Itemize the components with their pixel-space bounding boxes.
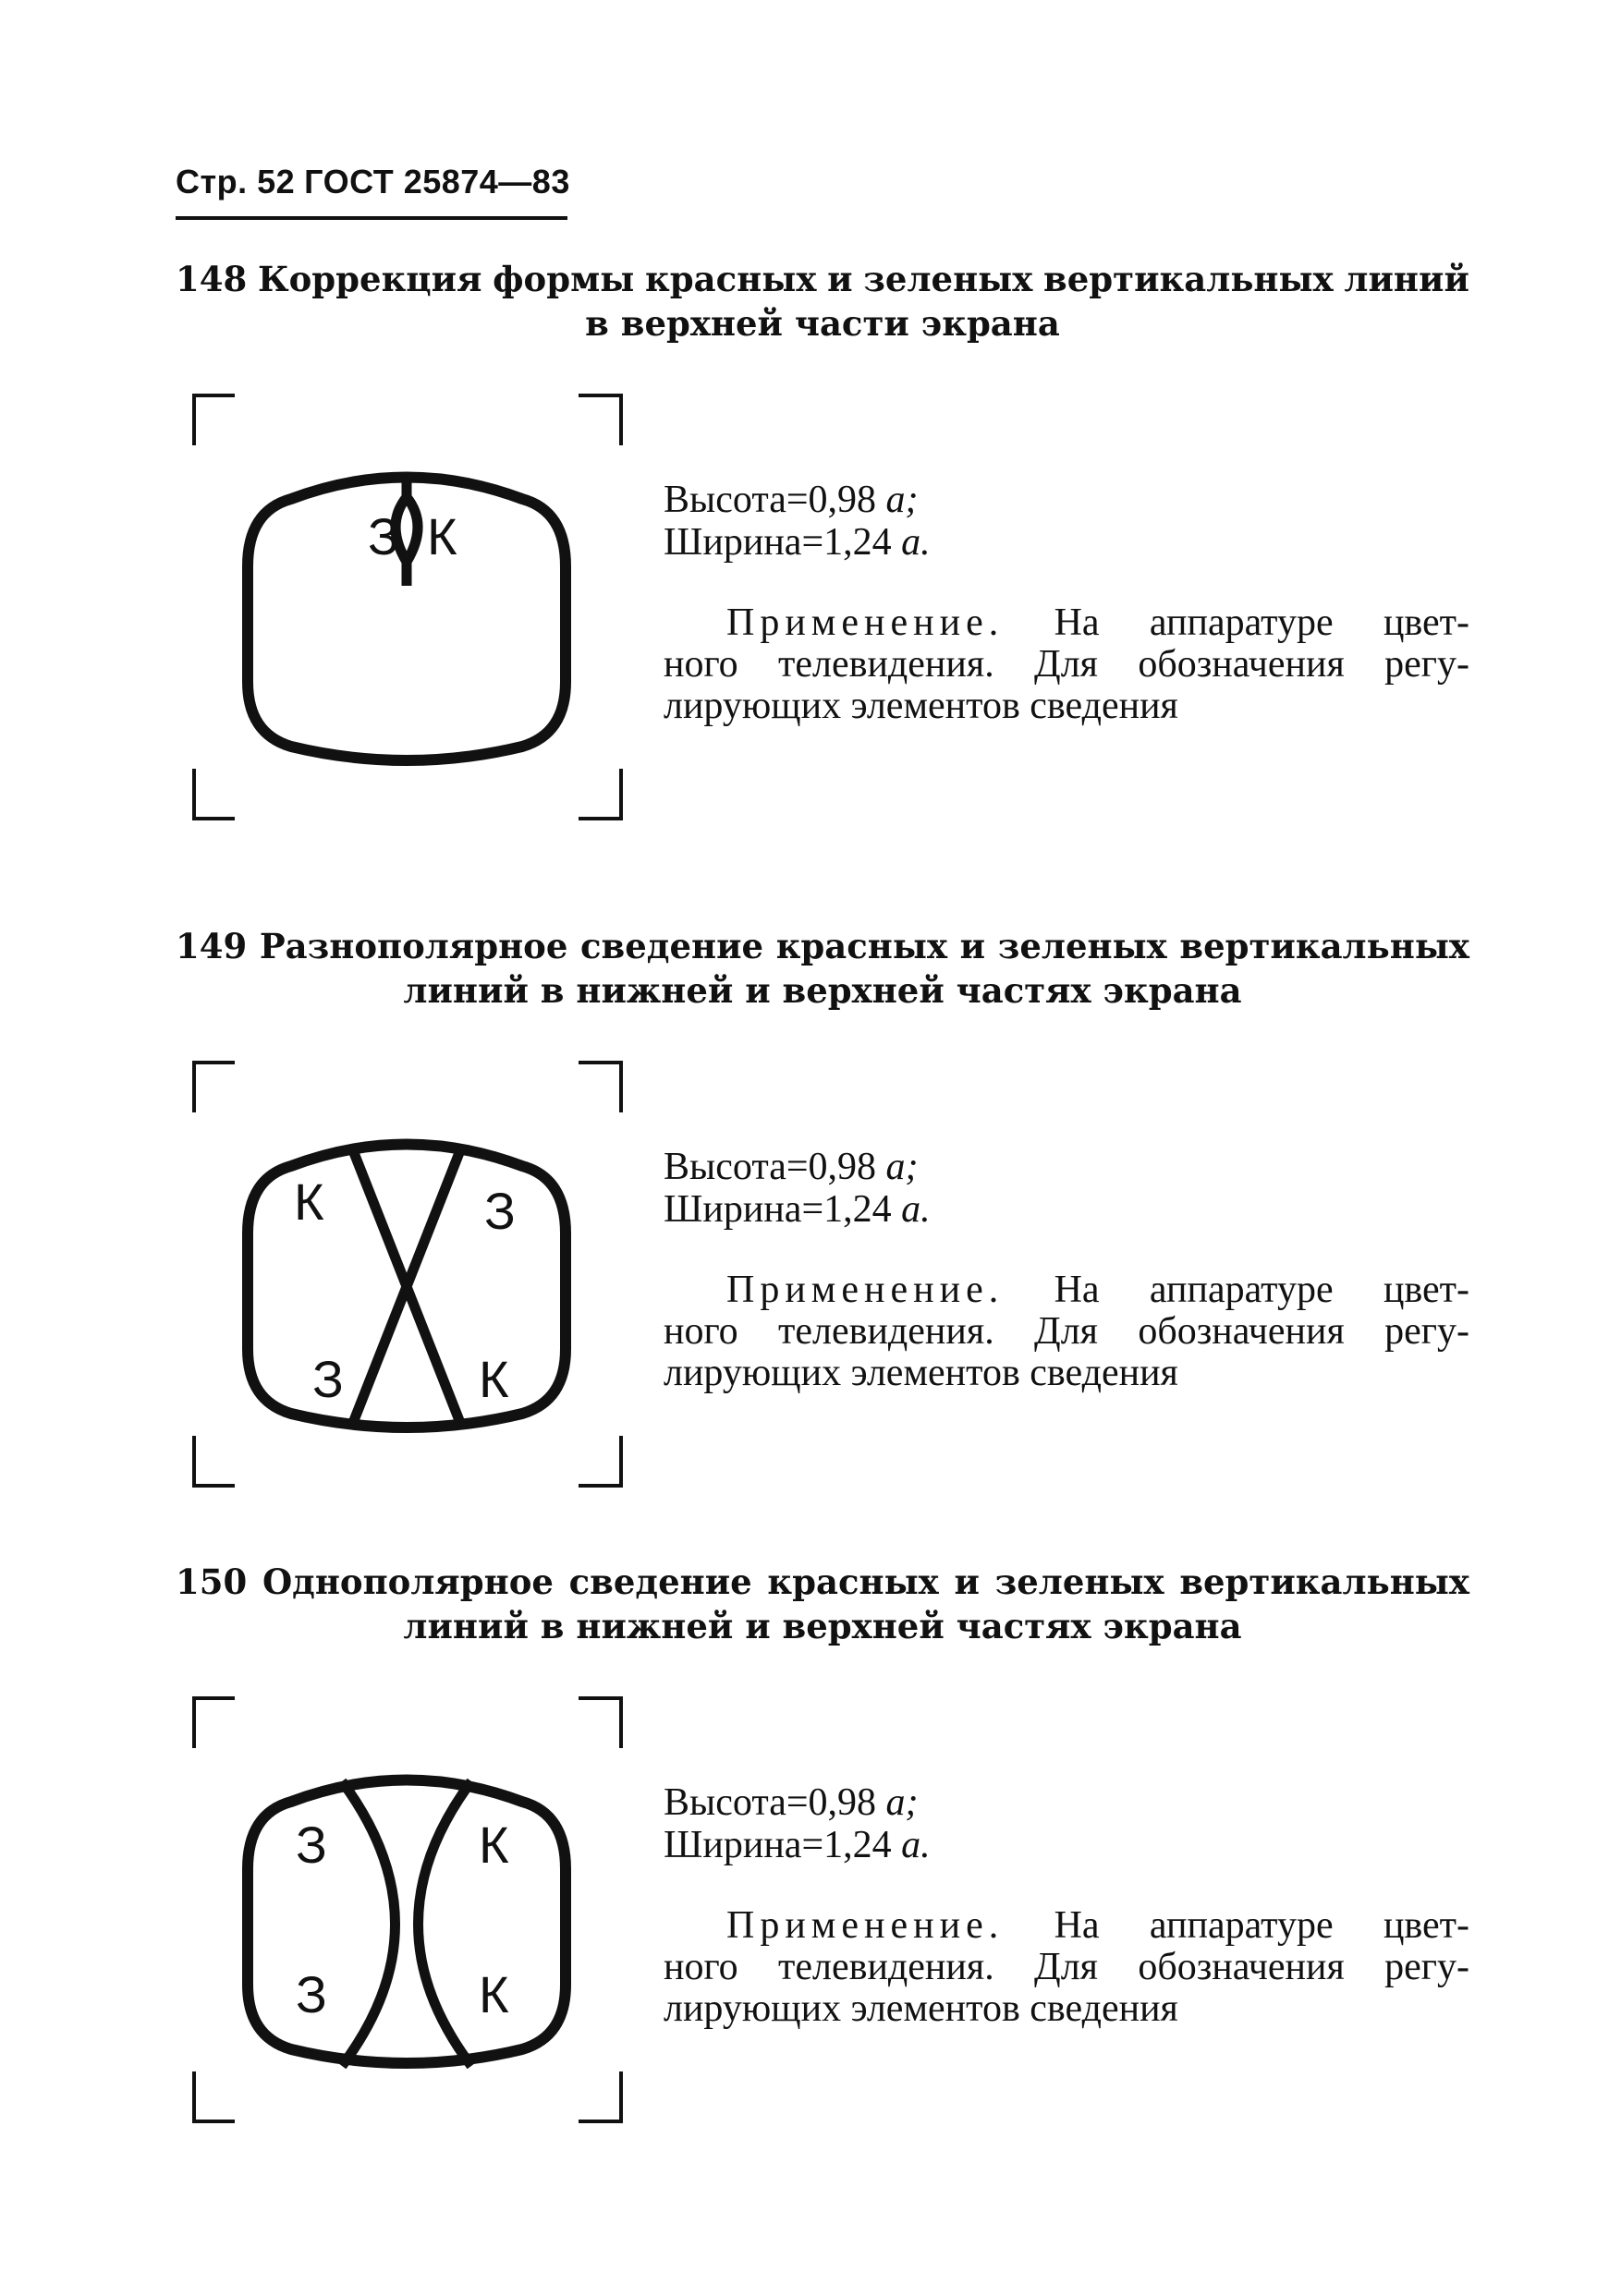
title-word: зеленых xyxy=(997,926,1167,966)
entry-title-line1 xyxy=(176,1560,1469,1604)
width-line: Ширина=1,24 a. xyxy=(664,521,931,564)
dimensions xyxy=(664,1146,931,1231)
page-header xyxy=(176,163,570,201)
right-bow-line xyxy=(419,1781,472,2066)
dimensions xyxy=(664,479,931,564)
green-label: З xyxy=(368,507,399,565)
height-line: Высота=0,98 a; xyxy=(664,479,919,521)
title-word: красных xyxy=(775,926,948,966)
height-line: Высота=0,98 a; xyxy=(664,1781,919,1824)
entry-number: 149 xyxy=(176,926,248,966)
red-label: К xyxy=(479,1965,509,2023)
width-line: Ширина=1,24 a. xyxy=(664,1824,931,1866)
red-label: К xyxy=(294,1172,324,1231)
usage-keyword: Применение. xyxy=(726,601,1005,644)
green-label: З xyxy=(296,1965,327,2023)
title-word: и xyxy=(954,1561,980,1602)
title-word: сведение xyxy=(580,926,764,966)
entry-number: 148 xyxy=(176,259,248,299)
crossed-lines xyxy=(351,1146,462,1427)
green-label: З xyxy=(484,1182,516,1240)
header-rule xyxy=(176,216,567,220)
title-word: формы xyxy=(493,259,635,299)
entry-title-line2: в верхней части экрана xyxy=(585,303,1060,344)
title-word: и xyxy=(827,259,853,299)
title-word: вертикальных xyxy=(1179,926,1469,966)
left-bow-line xyxy=(342,1781,396,2066)
green-label: З xyxy=(312,1350,344,1408)
red-label: К xyxy=(427,507,457,565)
screen-outline xyxy=(248,478,566,761)
convergence-symbol xyxy=(185,1689,628,2132)
entry-number: 150 xyxy=(176,1561,248,1602)
entry-title-line1 xyxy=(176,257,1469,301)
dimensions xyxy=(664,1781,931,1866)
entry-title-line2: линий в нижней и верхней частях экрана xyxy=(403,970,1242,1011)
title-word: Однополярное xyxy=(262,1561,554,1602)
title-word: зеленых xyxy=(994,1561,1164,1602)
standard-id: ГОСТ 25874—83 xyxy=(304,163,570,200)
usage-note: Применение. На аппаратуре цвет- ного телевидения. Для обозначения регу- лирующих элементов сведения xyxy=(664,601,1469,727)
entry-title-line1 xyxy=(176,924,1469,968)
red-label: К xyxy=(479,1350,509,1408)
title-word: вертикальных xyxy=(1179,1561,1469,1602)
green-label: З xyxy=(296,1816,327,1874)
title-word: Коррекция xyxy=(257,259,482,299)
title-word: зеленых xyxy=(863,259,1033,299)
title-word: Разнополярное xyxy=(259,926,568,966)
title-word: и xyxy=(959,926,986,966)
height-line: Высота=0,98 a; xyxy=(664,1146,919,1188)
usage-keyword: Применение. xyxy=(726,1269,1005,1311)
usage-note: Применение. На аппаратуре цвет- ного телевидения. Для обозначения регу- лирующих элементов сведения xyxy=(664,1904,1469,2030)
usage-keyword: Применение. xyxy=(726,1904,1005,1947)
page-number: Стр. 52 xyxy=(176,163,296,200)
convergence-symbol xyxy=(185,386,628,830)
title-word: вертикальных xyxy=(1043,259,1334,299)
title-word: красных xyxy=(645,259,817,299)
width-line: Ширина=1,24 a. xyxy=(664,1188,931,1231)
entry-title-line2: линий в нижней и верхней частях экрана xyxy=(403,1606,1242,1646)
title-word: красных xyxy=(767,1561,939,1602)
convergence-symbol xyxy=(185,1053,628,1497)
red-label: К xyxy=(479,1816,509,1874)
title-word: линий xyxy=(1344,259,1469,299)
usage-note: Применение. На аппаратуре цвет- ного телевидения. Для обозначения регу- лирующих элементов сведения xyxy=(664,1269,1469,1394)
title-word: сведение xyxy=(568,1561,752,1602)
